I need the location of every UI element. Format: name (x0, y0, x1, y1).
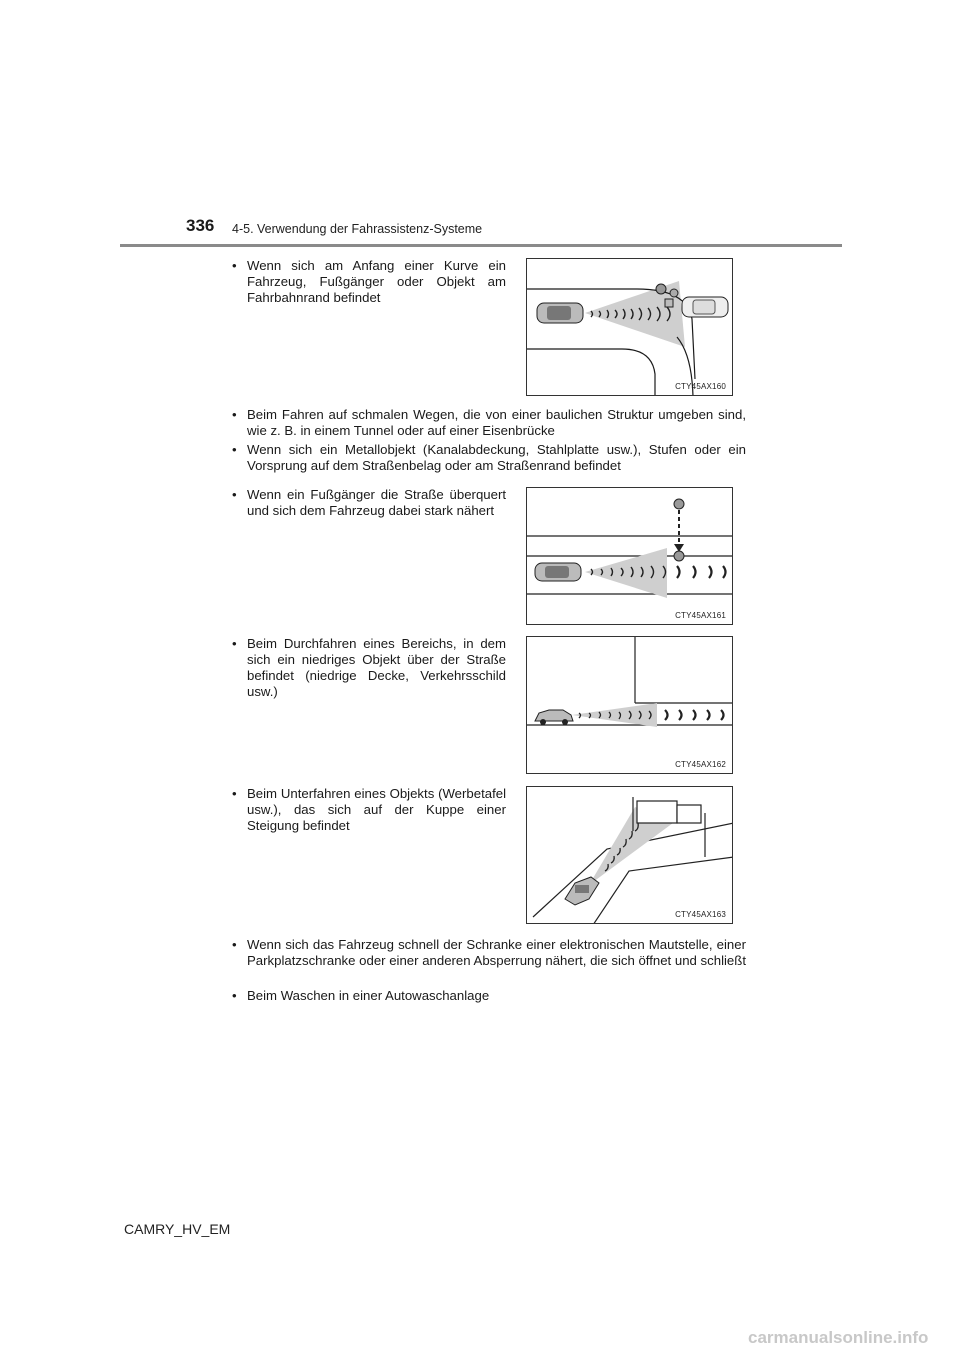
pedestrian-illustration (527, 488, 733, 625)
bullet-marker: • (232, 258, 237, 273)
figure-pedestrian (526, 487, 733, 625)
bullet-marker: • (232, 988, 237, 1003)
bullet-item-car-wash (232, 988, 746, 1004)
figure-low-object (526, 636, 733, 774)
figure-curve (526, 258, 733, 396)
bullet-text: Wenn sich das Fahrzeug schnell der Schranke einer elektronischen Mautstelle, einer Parkplatzschranke oder einer anderen Absperrung nähert, die sich öffnet und schließt (247, 937, 746, 968)
figure-code: CTY45AX160 (675, 382, 726, 391)
bullet-text: Beim Unterfahren eines Objekts (Werbetafel usw.), das sich auf der Kuppe einer Steigung befindet (247, 786, 506, 833)
bullet-text: Wenn sich am Anfang einer Kurve ein Fahrzeug, Fußgänger oder Objekt am Fahrbahnrand befindet (247, 258, 506, 305)
bullet-marker: • (232, 407, 237, 422)
bullet-text: Beim Durchfahren eines Bereichs, in dem sich ein niedriges Objekt über der Straße befindet (niedrige Decke, Verkehrsschild usw.) (247, 636, 506, 699)
bullet-text: Wenn sich ein Metallobjekt (Kanalabdeckung, Stahlplatte usw.), Stufen oder ein Vorsprung auf dem Straßenbelag oder am Straßenrand befindet (247, 442, 746, 473)
watermark: carmanualsonline.info (748, 1328, 929, 1347)
bullet-marker: • (232, 636, 237, 651)
header-divider (120, 244, 842, 247)
figure-code: CTY45AX161 (675, 611, 726, 620)
figure-billboard (526, 786, 733, 924)
section-title: 4-5. Verwendung der Fahrassistenz-Systeme (232, 222, 483, 236)
bullet-item-low-object (232, 636, 506, 700)
bullet-marker: • (232, 442, 237, 457)
bullet-text: Beim Fahren auf schmalen Wegen, die von einer baulichen Struktur umgeben sind, wie z. B. in einem Tunnel oder auf einer Eisenbrücke (247, 407, 746, 438)
bullet-marker: • (232, 487, 237, 502)
bullet-text: Beim Waschen in einer Autowaschanlage (247, 988, 490, 1003)
figure-code: CTY45AX162 (675, 760, 726, 769)
curve-illustration (527, 259, 733, 396)
bullet-marker: • (232, 786, 237, 801)
bullet-item-curve (232, 258, 506, 306)
footer-model-code: CAMRY_HV_EM (124, 1221, 231, 1237)
bullet-item-tunnel (232, 407, 746, 439)
bullet-text: Wenn ein Fußgänger die Straße überquert und sich dem Fahrzeug dabei stark nähert (247, 487, 506, 518)
bullet-item-metal-object (232, 442, 746, 474)
bullet-item-pedestrian (232, 487, 506, 519)
low-object-illustration (527, 637, 733, 774)
bullet-item-barrier (232, 937, 746, 969)
figure-code: CTY45AX163 (675, 910, 726, 919)
bullet-item-billboard (232, 786, 506, 834)
bullet-marker: • (232, 937, 237, 952)
page-number: 336 (186, 216, 215, 235)
billboard-illustration (527, 787, 733, 924)
